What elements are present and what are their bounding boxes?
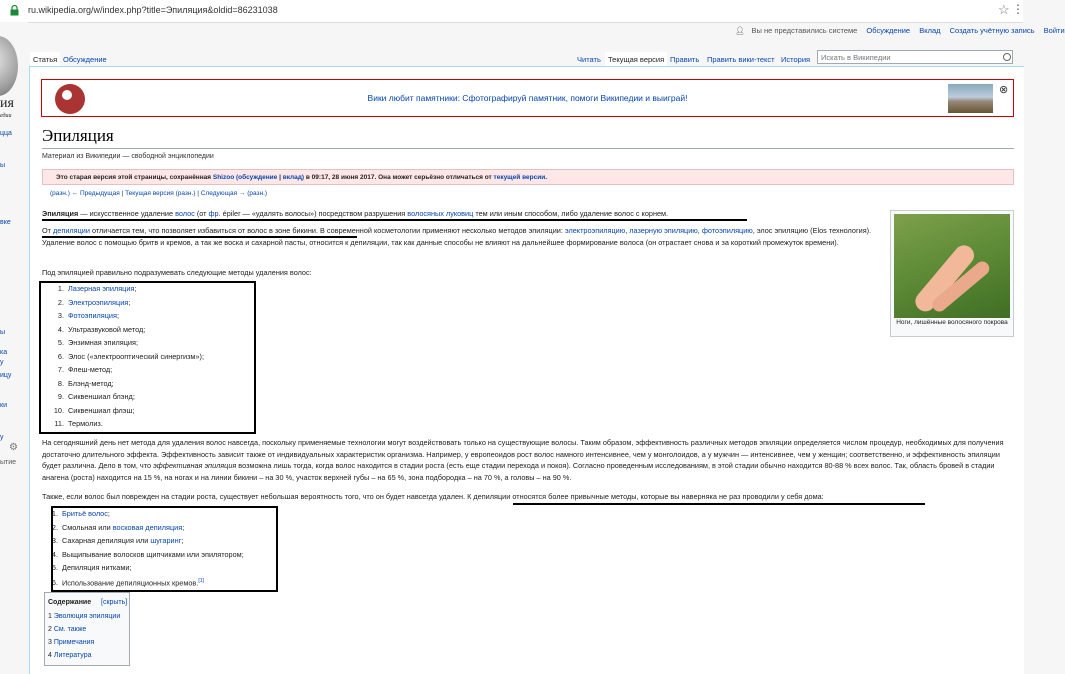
tab-edit[interactable]: Править	[670, 55, 700, 64]
text: На сегодняшний день нет метода для удаления волос навсегда, поскольку применяемые технологии могут воздействовать только на существующие волосы. Таким образом, эффективность различных методов эпиляции определяется числом процедур, необходимых для получения достаточно длительного эффекта. Эффективность зависит также от индивидуальных характеристик организма. Например, у европеоидов рост волос намного интенсивнее, чем у монголоидов, а у мужчин — интенсивнее, чем у женщин; соответственно, и эффективность эпиляции будет различна. Дело в том, что	[42, 438, 1004, 470]
annotation-underline	[42, 219, 747, 221]
toc-number: 1	[48, 613, 52, 620]
list-text: Сиквеншиал флэш;	[68, 405, 135, 415]
sidebar-link[interactable]: ицу	[0, 372, 12, 379]
list-number: 11.	[54, 419, 64, 428]
list-number: 6.	[57, 351, 64, 361]
hair-follicle-link[interactable]: волосяных луковиц	[407, 209, 474, 218]
toc-number: 4	[48, 652, 52, 659]
url-field[interactable]: ru.wikipedia.org/w/index.php?title=Эпиляция&oldid=86231038	[28, 5, 278, 15]
toc-number: 2	[48, 626, 52, 633]
toc-item[interactable]	[48, 613, 120, 620]
list-link[interactable]: шугаринг	[150, 536, 182, 545]
list-number: 2.	[57, 297, 64, 307]
list-number: 9.	[57, 392, 64, 401]
text: — искусственное удаление	[78, 209, 176, 218]
annotation-underline	[513, 503, 925, 505]
text: возможна лишь тогда, когда волос находится в стадии роста (есть еще стадии перехода и покоя). Согласно проведенным исследованиям, в этой стадии обычно находится 80-88 % всех волос. Так, область бровей в стадии анагена (роста) находится на 15 %, на ногах и на линии бикини – на 30 %, участок верхней губы – на 65 %, зона подбородка – на 70 %, а головы – на 90 %.	[42, 461, 995, 482]
list-text: Термолиз.	[68, 419, 103, 428]
gear-icon[interactable]: ⚙	[9, 442, 18, 453]
list-text: Смольная или	[62, 522, 113, 532]
list-suffix: ;	[128, 297, 131, 307]
castle-image	[948, 84, 993, 113]
paragraph-depilation-methods: Также, если волос был поврежден на стадии роста, существует небольшая вероятность того, что он будет навсегда удален. К депиляции относятся более привычные методы, которые вы наверняка не раз проводили у себя дома:	[42, 492, 824, 501]
user-icon: 👤︎	[735, 26, 745, 35]
toc-number: 3	[48, 639, 52, 646]
list-number: 1.	[57, 284, 64, 293]
list-number: 4.	[51, 549, 58, 559]
paragraph-methods-intro: Под эпиляцией правильно подразумевать следующие методы удаления волос:	[42, 268, 312, 277]
diff-link[interactable]: (разн.)	[247, 190, 268, 197]
toc-item[interactable]	[48, 652, 92, 659]
previous-revision-link[interactable]: ← Предыдущая	[71, 190, 120, 197]
tab-current-version[interactable]: Текущая версия	[605, 52, 667, 67]
text: épiler — «удалять волосы») посредством разрушения	[220, 209, 408, 218]
site-sub: Материал из Википедии — свободной энциклопедии	[42, 153, 214, 160]
list-text: Ультразвуковой метод;	[68, 324, 146, 334]
list-text: Сахарная депиляция или	[62, 536, 151, 545]
revision-contrib-link[interactable]: вклад)	[282, 174, 305, 181]
toc-toggle[interactable]: [скрыть]	[101, 599, 128, 606]
intro-paragraph	[42, 208, 887, 220]
list-link[interactable]: восковая депиляция	[112, 522, 183, 532]
list-link[interactable]: [1]	[198, 577, 204, 584]
text: ,	[697, 226, 702, 235]
text: отличается тем, что позволяет избавиться от волос в зоне бикини. В современной косметологии применяют несколько методов эпиляции:	[89, 226, 565, 235]
list-number: 3.	[51, 536, 58, 545]
personal-tools	[735, 26, 1065, 35]
not-logged-in-text: Вы не представились системе	[751, 26, 858, 35]
list-number: 6.	[51, 577, 58, 587]
notice-text: в 09:17, 28 июня 2017. Она может серьёзно отличаться от	[304, 174, 494, 181]
logo-tagline: едии	[0, 113, 12, 119]
paragraph-effectiveness	[42, 437, 1018, 483]
revision-navigation: (разн.) ← Предыдущая | Текущая версия (разн.) | Следующая → (разн.)	[50, 190, 268, 197]
sidebar-link[interactable]: ки	[0, 402, 7, 409]
toc-item[interactable]	[48, 639, 94, 646]
sidebar-link[interactable]: ка	[0, 349, 8, 356]
toc-title: Содержание	[48, 599, 92, 606]
sidebar	[0, 22, 28, 673]
tab-discussion[interactable]: Обсуждение	[60, 52, 110, 67]
list-text: Энзимная эпиляция;	[68, 338, 138, 347]
login-link[interactable]: Войти	[1043, 26, 1065, 35]
list-text: Элос («электрооптический синергизм»);	[68, 351, 204, 361]
thumbnail-caption: Ноги, лишённые волосяного покрова	[896, 319, 1008, 326]
toc-label[interactable]: Литература	[53, 652, 92, 659]
bookmark-star-icon[interactable]: ☆	[998, 2, 1010, 17]
list-number: 8.	[57, 378, 64, 388]
lock-icon	[10, 5, 19, 16]
hair-link[interactable]: волос	[175, 209, 195, 218]
sidebar-link[interactable]: ытие	[0, 459, 17, 466]
browser-address-bar	[0, 0, 1023, 23]
annotation-underline	[42, 236, 357, 238]
list-number: 2.	[51, 522, 58, 532]
list-link[interactable]: Электроэпиляция	[68, 297, 129, 307]
text: ,	[625, 226, 630, 235]
list-number: 5.	[57, 338, 64, 347]
toc-label[interactable]: Примечания	[53, 639, 95, 646]
text: , элос эпиляцию (Elos технология). Удаление волос с помощью бритв и кремов, а так же воска и сахарной пасты, относится к депиляции, так как данные способы не влияют на дальнейшее формирование волоса (он отрастает снова и за короткий промежуток времени).	[42, 226, 872, 247]
list-number: 7.	[57, 365, 64, 374]
list-link[interactable]: Лазерная эпиляция	[68, 284, 135, 293]
annotation-box	[39, 281, 256, 434]
text: (от	[194, 209, 209, 218]
list-text: Выщипывание волосков щипчиками или эпилятором;	[62, 549, 244, 559]
list-link[interactable]: Фотоэпиляция	[68, 311, 117, 320]
sidebar-link[interactable]: у	[0, 359, 4, 366]
toc-label[interactable]: Эволюция эпиляции	[53, 613, 121, 620]
talk-link[interactable]: Обсуждение	[866, 26, 911, 35]
depilation-link[interactable]: депиляции	[53, 226, 90, 235]
toc-label[interactable]: См. также	[53, 626, 87, 633]
list-suffix: ;	[134, 284, 137, 293]
list-text: ;	[182, 522, 185, 532]
close-icon[interactable]: ⊗	[999, 84, 1009, 96]
list-number: 10.	[53, 405, 64, 415]
toc-item[interactable]	[48, 626, 86, 633]
revision-user-link[interactable]: Shizoo	[212, 174, 235, 181]
legs-image[interactable]	[894, 214, 1010, 318]
list-link[interactable]: Бритьё волос	[62, 509, 108, 518]
diff-link[interactable]: (разн.)	[175, 190, 196, 197]
current-version-link[interactable]: текущей версии	[493, 174, 546, 181]
text: тем или иным способом, либо удаление волос с корнем.	[473, 209, 669, 218]
old-revision-notice: Это старая версия этой страницы, сохранённая Shizoo (обсуждение | вклад) в 09:17, 28 июня 2017. Она может серьёзно отличаться от текущей версии.	[42, 169, 1014, 185]
sidebar-link[interactable]: цца	[0, 130, 12, 137]
list-text: Депиляция нитками;	[62, 563, 132, 572]
sidebar-link[interactable]: ы	[0, 329, 6, 336]
list-text: ;	[107, 509, 110, 518]
list-number: 3.	[57, 311, 64, 320]
thumbnail[interactable]	[890, 210, 1014, 337]
list-suffix: ;	[116, 311, 119, 320]
annotation-box	[51, 506, 278, 592]
laser-epilation-link[interactable]: лазерную эпиляцию	[629, 226, 698, 235]
revision-talk-link[interactable]: (обсуждение	[236, 174, 278, 181]
sidebar-link[interactable]: у	[0, 434, 4, 441]
diff-link[interactable]: (разн.)	[50, 190, 70, 197]
french-link[interactable]: фр.	[208, 209, 221, 218]
list-text: Сиквеншиал блэнд;	[68, 392, 135, 401]
sidebar-link[interactable]: вке	[0, 219, 11, 226]
list-number: 5.	[51, 563, 58, 572]
contributions-link[interactable]: Вклад	[919, 26, 941, 35]
tab-history[interactable]: История	[781, 55, 811, 64]
wikipedia-logo[interactable]	[0, 36, 18, 96]
tab-edit-source[interactable]: Править вики-текст	[707, 55, 775, 64]
next-revision-link[interactable]: Следующая →	[200, 190, 246, 197]
photoepilation-link[interactable]: фотоэпиляцию	[701, 226, 753, 235]
banner-text[interactable]: Вики любит памятники: Сфотографируй памятник, помоги Википедии и выиграй!	[367, 93, 688, 103]
notice-text: Это старая версия этой страницы, сохранённая	[56, 174, 213, 181]
table-of-contents	[44, 592, 130, 666]
electroepilation-link[interactable]: электроэпиляцию	[564, 226, 626, 235]
create-account-link[interactable]: Создать учётную запись	[949, 26, 1035, 35]
search-input[interactable]: Искать в Википедии	[817, 50, 1013, 64]
current-revision-link[interactable]: Текущая версия	[125, 190, 174, 197]
sidebar-link[interactable]: ы	[0, 162, 6, 169]
title-divider	[42, 148, 1014, 149]
logo-wordmark: ия	[0, 96, 14, 111]
page-title: Эпиляция	[42, 126, 114, 145]
central-notice-banner[interactable]	[41, 79, 1014, 117]
list-text: ;	[181, 536, 184, 545]
browser-menu-icon[interactable]: ⋮	[1012, 2, 1024, 16]
italic-text: эффективная эпиляция	[153, 461, 237, 470]
list-number: 1.	[51, 509, 58, 518]
list-text: Флеш-метод;	[68, 365, 113, 374]
list-number: 4.	[57, 324, 64, 334]
term-bold: Эпиляция	[42, 209, 79, 218]
tab-article[interactable]: Статья	[30, 52, 60, 67]
tab-read[interactable]: Читать	[577, 55, 601, 64]
search-icon[interactable]	[1003, 53, 1011, 61]
list-text: Использование депиляционных кремов.	[62, 577, 199, 587]
text: От	[42, 226, 54, 235]
notice-text: .	[545, 174, 547, 181]
list-text: Блэнд-метод;	[68, 378, 114, 388]
